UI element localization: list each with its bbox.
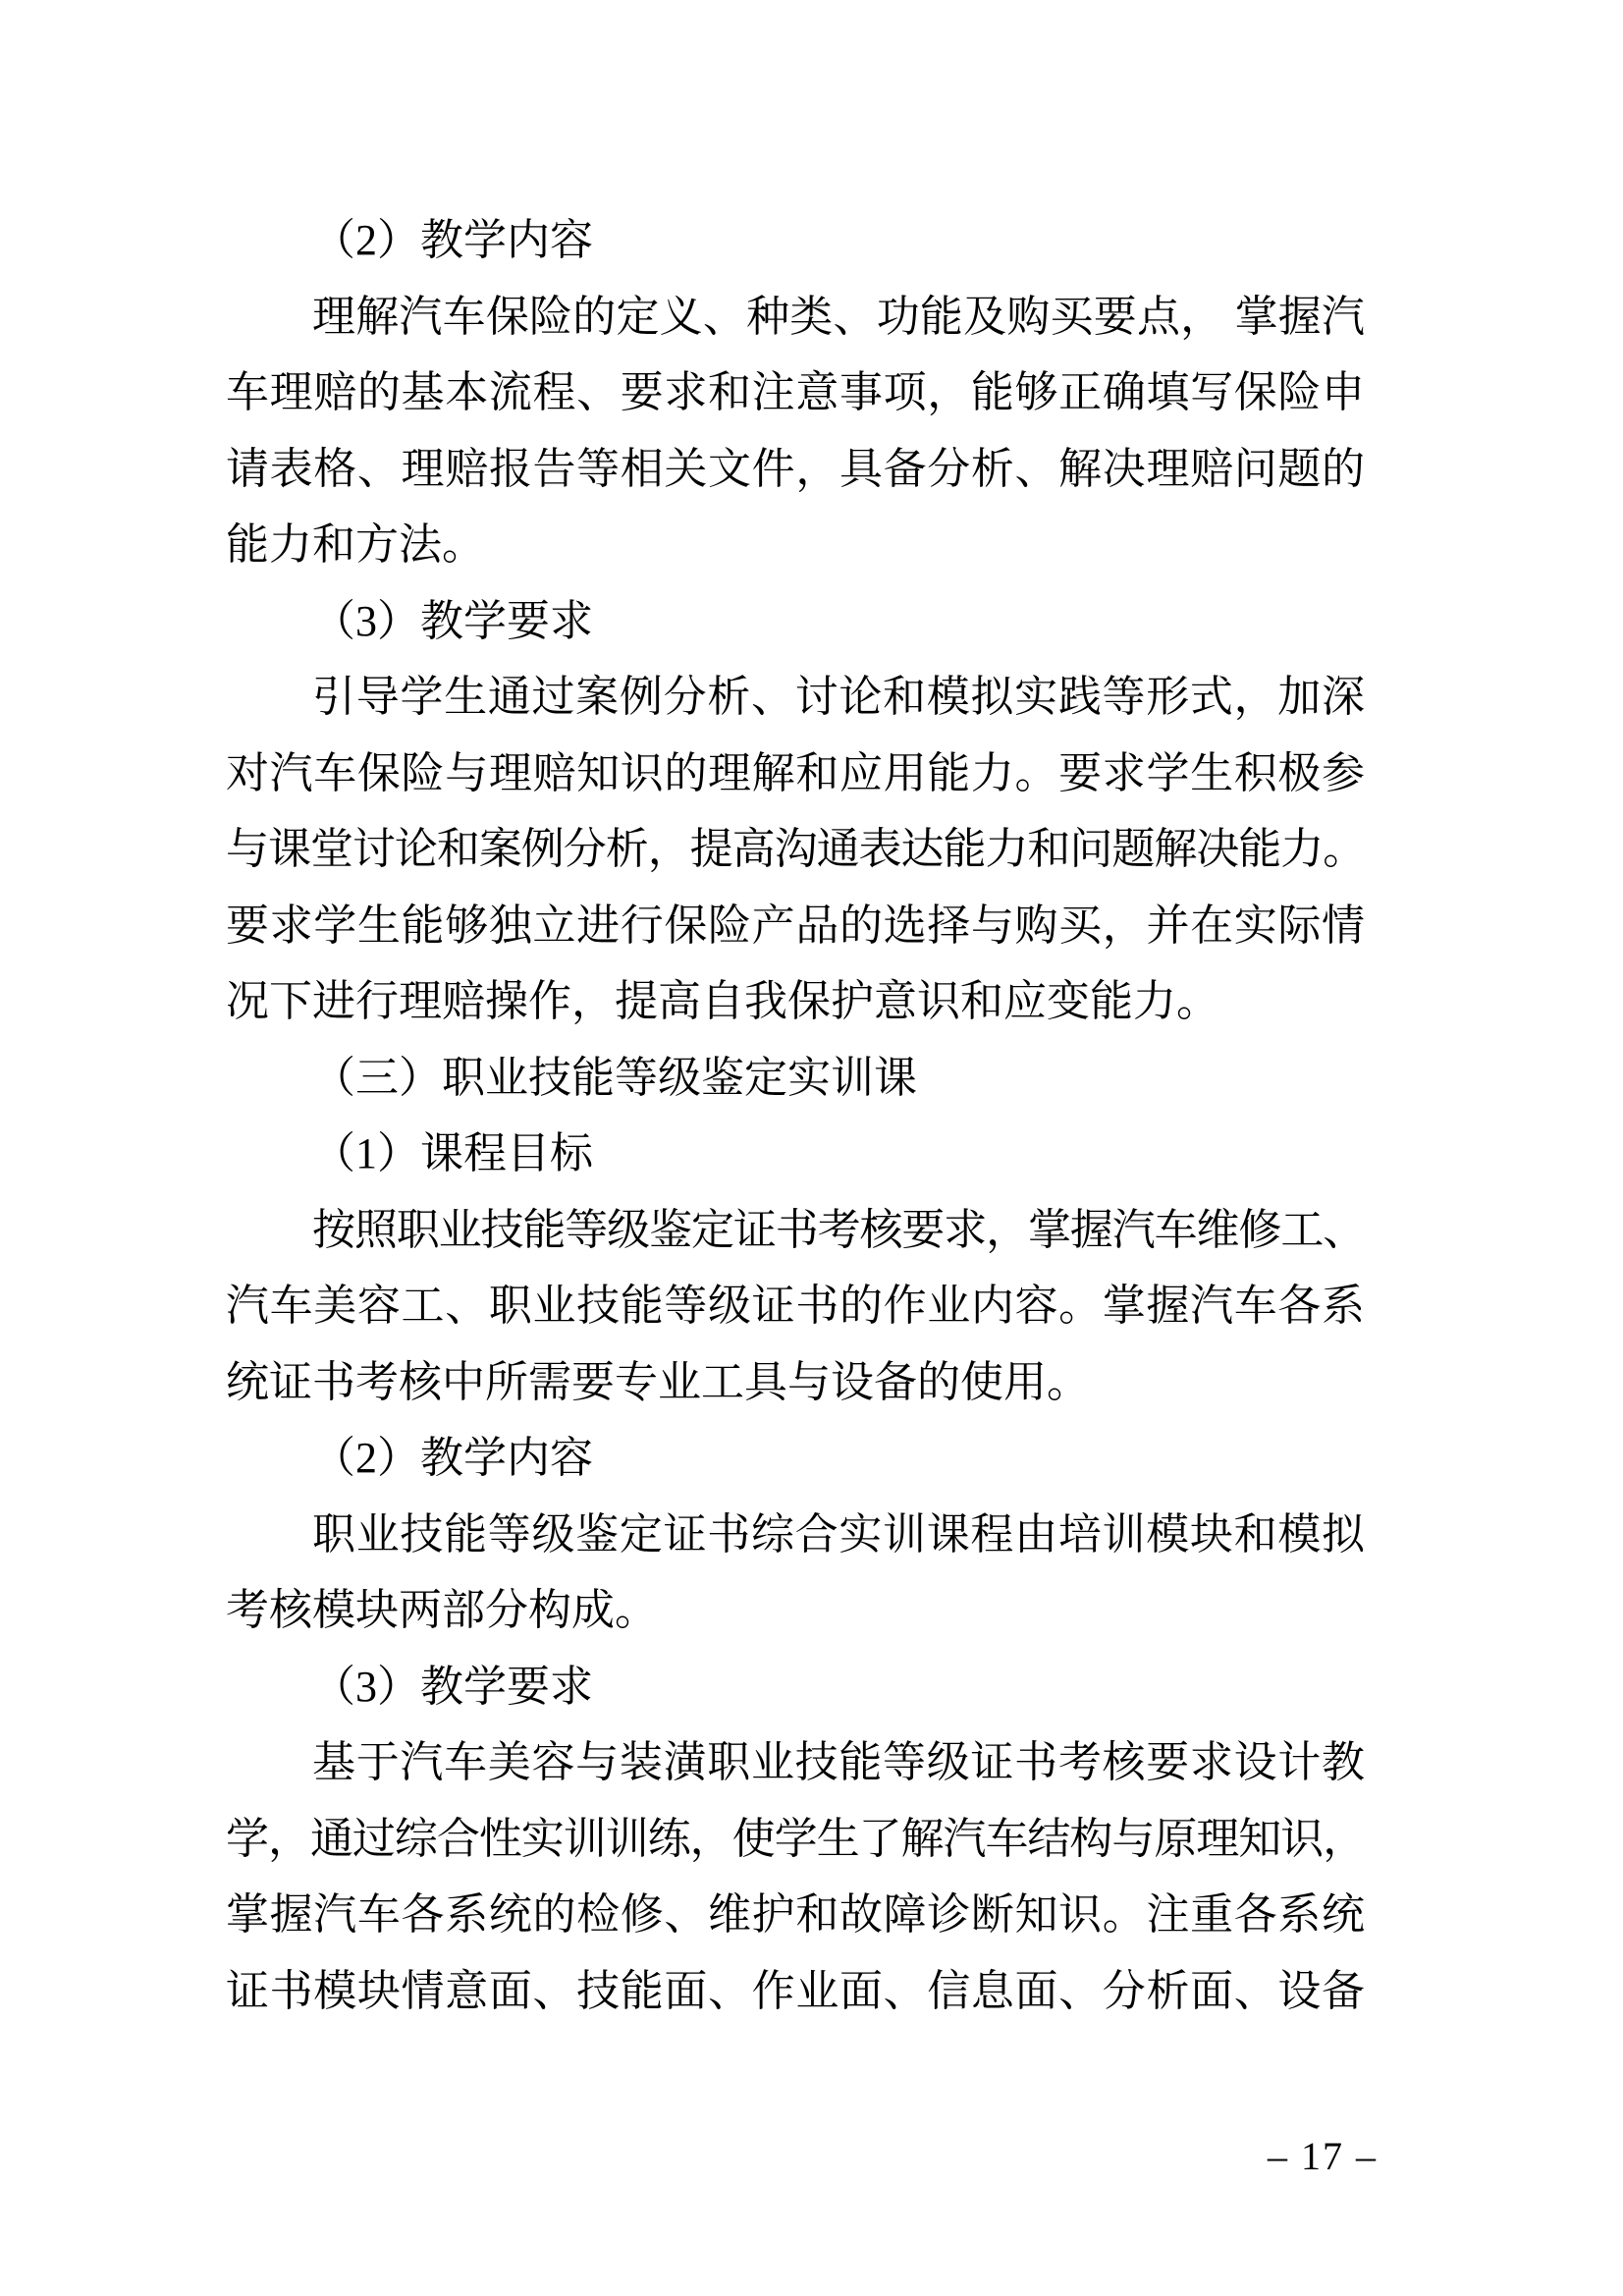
paragraph-line: 能力和方法。 xyxy=(226,520,485,569)
paragraph-line: 引导学生通过案例分析、讨论和模拟实践等形式，加深 xyxy=(312,673,1365,721)
section-heading: （2）教学内容 xyxy=(312,1434,593,1482)
paragraph-line: 学，通过综合性实训训练，使学生了解汽车结构与原理知识， xyxy=(226,1814,1365,1863)
paragraph-line: 掌握汽车各系统的检修、维护和故障诊断知识。注重各系统 xyxy=(226,1890,1365,1939)
paragraph-line: 考核模块两部分构成。 xyxy=(226,1586,658,1634)
section-heading: （三）职业技能等级鉴定实训课 xyxy=(312,1053,917,1102)
section-heading: （3）教学要求 xyxy=(312,1662,593,1711)
page-number: – 17 – xyxy=(1268,2134,1378,2178)
section-heading: （2）教学内容 xyxy=(312,216,593,264)
paragraph-line: 统证书考核中所需要专业工具与设备的使用。 xyxy=(226,1357,1090,1406)
paragraph-line: 对汽车保险与理赔知识的理解和应用能力。要求学生积极参 xyxy=(226,748,1365,797)
paragraph-line: 基于汽车美容与装潢职业技能等级证书考核要求设计教 xyxy=(312,1738,1365,1786)
paragraph-line: 与课堂讨论和案例分析，提高沟通表达能力和问题解决能力。 xyxy=(226,825,1365,873)
paragraph-line: 按照职业技能等级鉴定证书考核要求，掌握汽车维修工、 xyxy=(312,1205,1365,1254)
paragraph-line: 职业技能等级鉴定证书综合实训课程由培训模块和模拟 xyxy=(312,1509,1365,1558)
paragraph-line: 车理赔的基本流程、要求和注意事项，能够正确填写保险申 xyxy=(226,368,1365,416)
paragraph-line: 理解汽车保险的定义、种类、功能及购买要点， 掌握汽 xyxy=(312,292,1365,341)
paragraph-line: 况下进行理赔操作，提高自我保护意识和应变能力。 xyxy=(226,977,1219,1025)
document-body xyxy=(226,202,1365,2029)
paragraph-line: 请表格、理赔报告等相关文件，具备分析、解决理赔问题的 xyxy=(226,444,1365,493)
section-heading: （3）教学要求 xyxy=(312,596,593,645)
paragraph-line: 要求学生能够独立进行保险产品的选择与购买，并在实际情 xyxy=(226,901,1365,950)
paragraph-line: 证书模块情意面、技能面、作业面、信息面、分析面、设备 xyxy=(226,1966,1365,2015)
section-heading: （1）课程目标 xyxy=(312,1129,593,1177)
paragraph-line: 汽车美容工、职业技能等级证书的作业内容。掌握汽车各系 xyxy=(226,1282,1365,1330)
